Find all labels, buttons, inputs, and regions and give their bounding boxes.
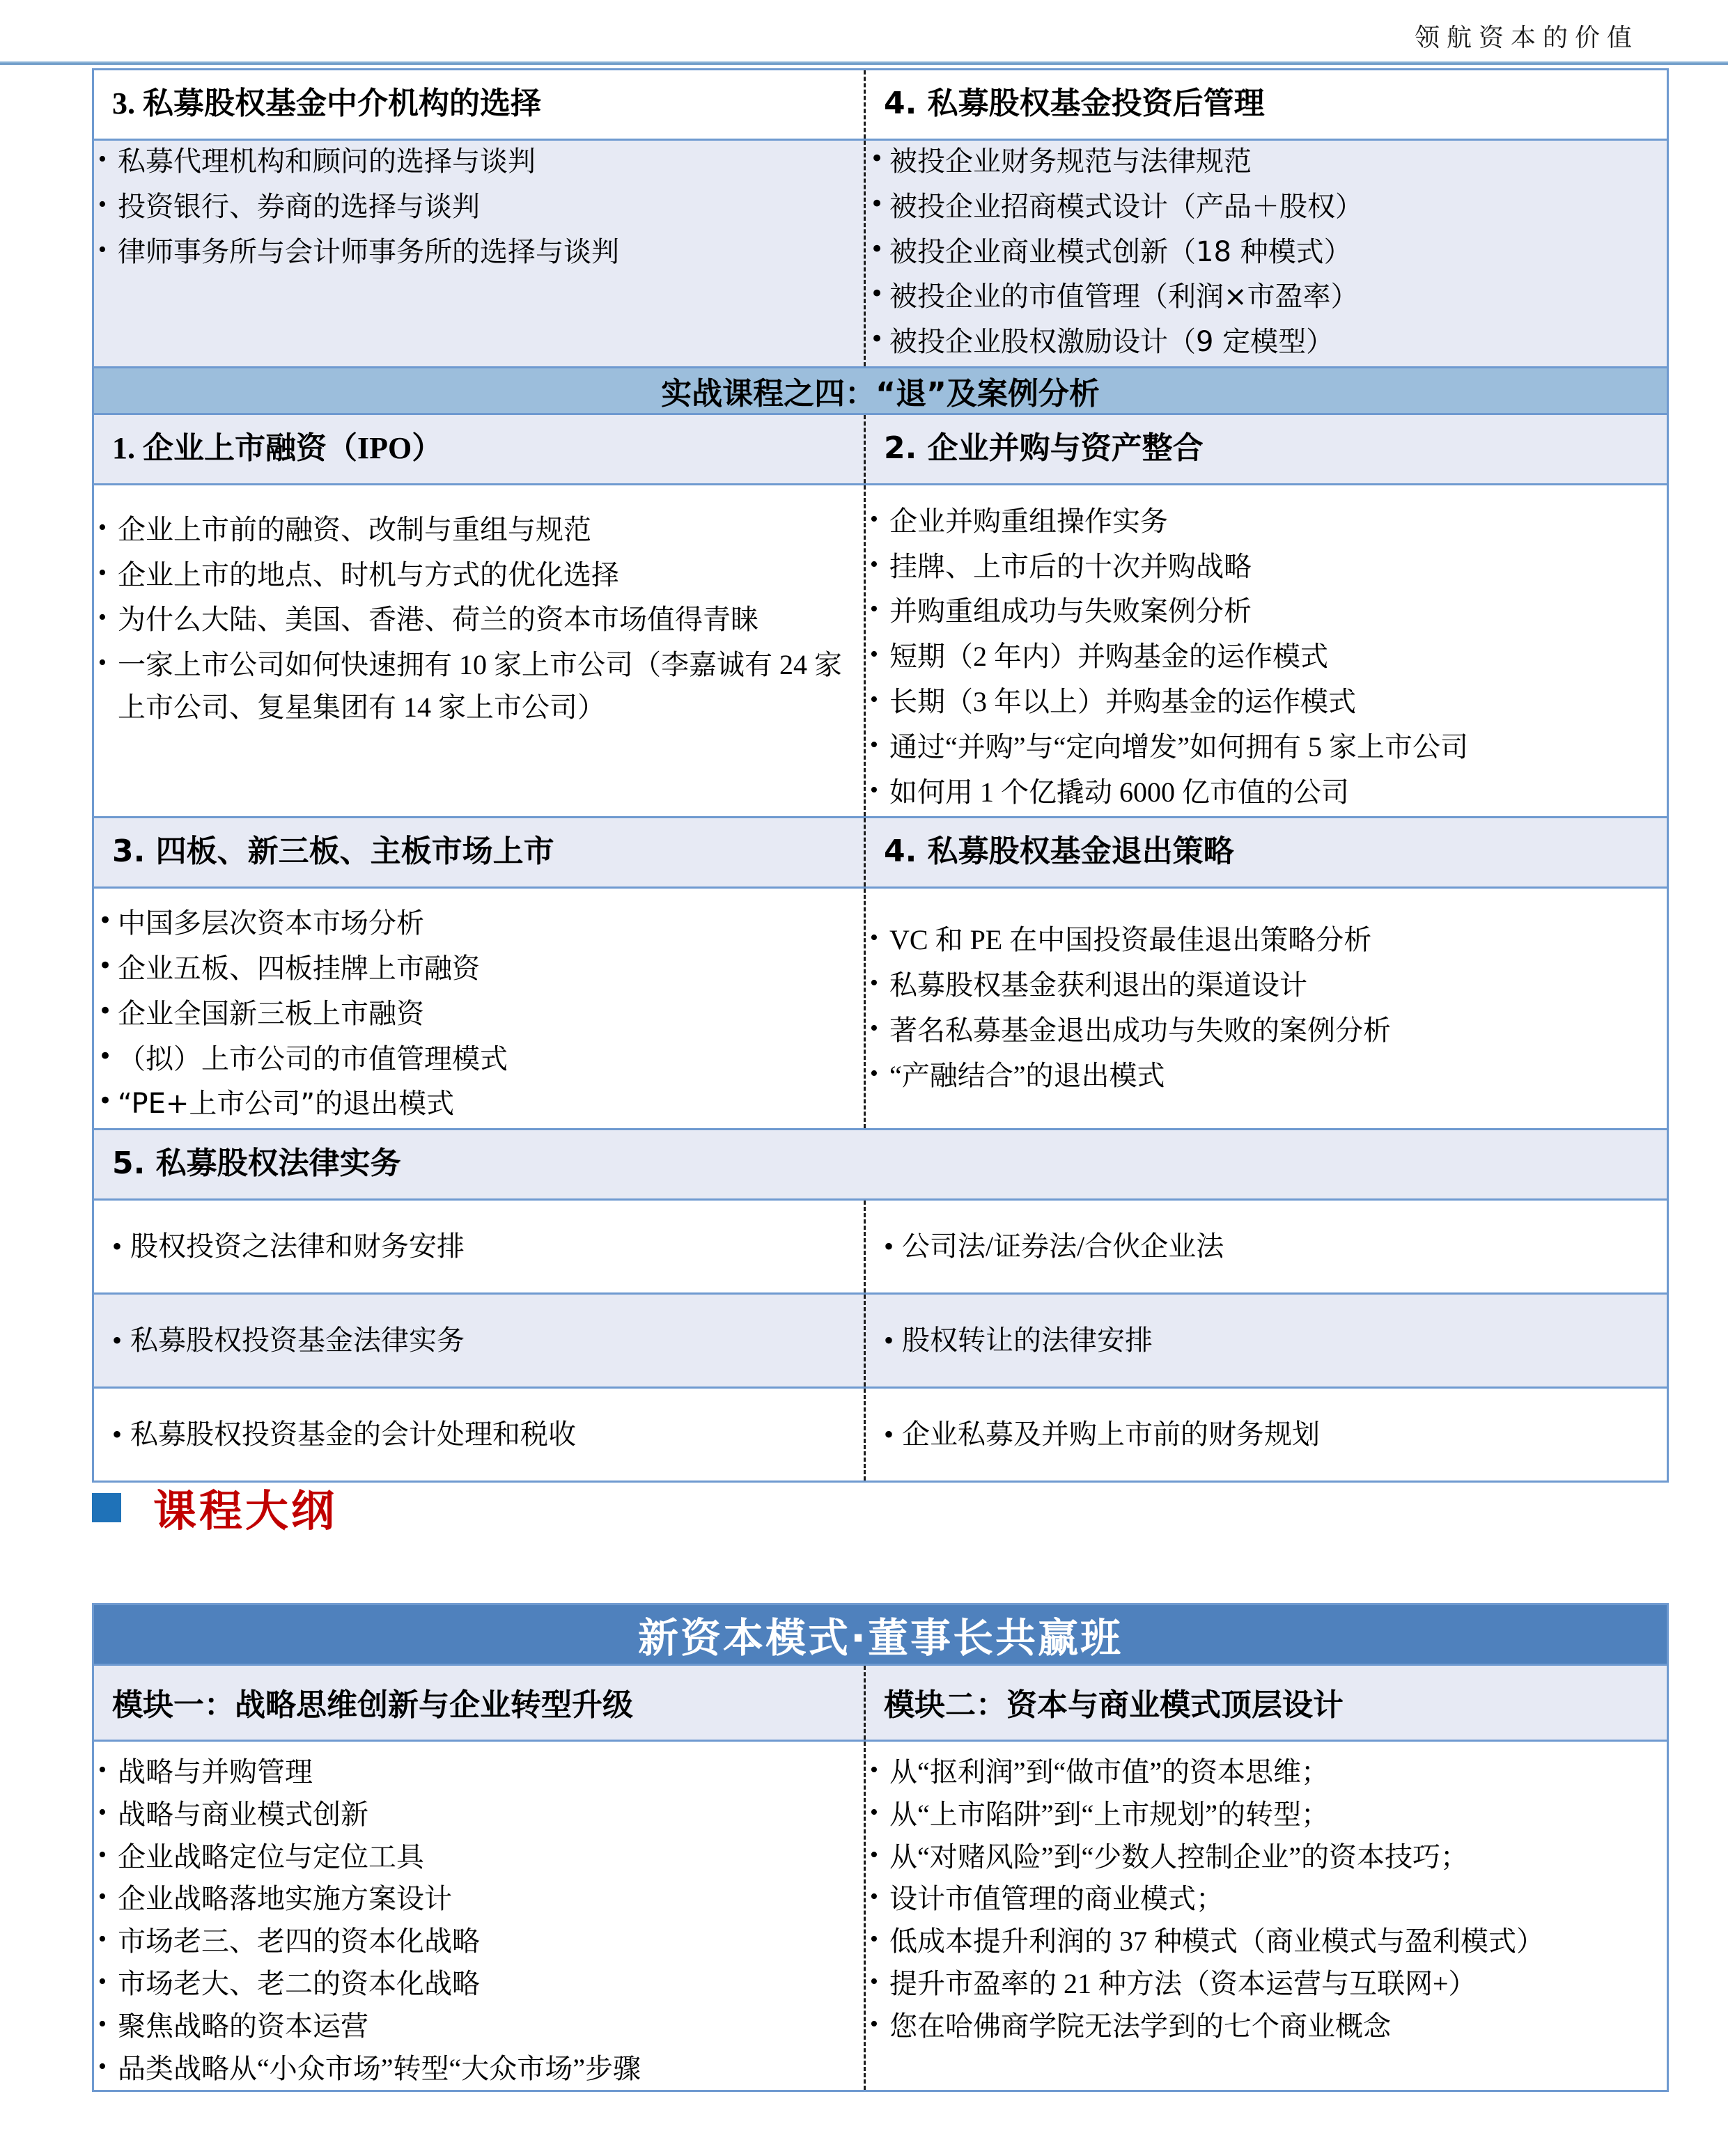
cell-heading-boards	[93, 818, 865, 888]
list-item: • 企业战略落地实施方案设计	[94, 1878, 864, 1921]
bullet-dot-icon: •	[112, 1231, 123, 1263]
program-title-band: 新资本模式·董事长共赢班	[93, 1604, 1668, 1665]
list-item: • 一家上市公司如何快速拥有 10 家上市公司（李嘉诚有 24 家上市公司、复星集团有 14 家上市公司）	[94, 644, 864, 729]
section-heading-outline	[92, 1476, 337, 1538]
cell-bullets-boards	[93, 888, 865, 1130]
list-item: • 被投企业商业模式创新（18 种模式）	[866, 231, 1667, 274]
list-item: • 著名私募基金退出成功与失败的案例分析	[866, 1010, 1667, 1052]
table-row	[93, 139, 1668, 367]
list-item: • 挂牌、上市后的十次并购战略	[866, 546, 1667, 588]
bullet-list	[94, 141, 864, 273]
list-item: • 市场老三、老四的资本化战略	[94, 1921, 864, 1963]
legal-item	[866, 1201, 1667, 1292]
cell-bullets-exit	[865, 888, 1668, 1130]
table-row	[93, 818, 1668, 888]
cell-heading-3	[93, 70, 865, 140]
legal-item	[866, 1295, 1667, 1386]
section-band-four: 实战课程之四：“退”及案例分析	[93, 367, 1668, 414]
legal-item-label: 股权转让的法律安排	[902, 1325, 1153, 1357]
list-item: • 设计市值管理的商业模式；	[866, 1878, 1667, 1921]
list-item: • 并购重组成功与失败案例分析	[866, 591, 1667, 633]
heading-legal-label: 5. 私募股权法律实务	[112, 1146, 401, 1182]
list-item: • 私募股权基金获利退出的渠道设计	[866, 964, 1667, 1007]
cell-heading-module-1	[93, 1665, 865, 1741]
legal-item	[866, 1389, 1667, 1481]
list-item: • 企业战略定位与定位工具	[94, 1836, 864, 1879]
table-row	[93, 484, 1668, 818]
list-item: • 投资银行、券商的选择与谈判	[94, 186, 864, 228]
cell-bullets-3	[93, 139, 865, 367]
curriculum-table-bottom	[92, 1603, 1669, 2092]
cell-legal-right-3	[865, 1388, 1668, 1482]
bullet-dot-icon: •	[112, 1325, 123, 1357]
list-item: • 市场老大、老二的资本化战略	[94, 1963, 864, 2006]
list-item: • VC 和 PE 在中国投资最佳退出策略分析	[866, 919, 1667, 962]
list-item: • 律师事务所与会计师事务所的选择与谈判	[94, 231, 864, 274]
running-title: 领航资本的价值	[1414, 24, 1639, 52]
legal-item	[94, 1295, 864, 1386]
table-row	[93, 1200, 1668, 1294]
table-row	[93, 1388, 1668, 1482]
bullet-dot-icon: •	[112, 1419, 123, 1451]
cell-bullets-ipo	[93, 484, 865, 818]
list-item: • 企业五板、四板挂牌上市融资	[94, 948, 864, 990]
list-item: • “PE+上市公司”的退出模式	[94, 1083, 864, 1125]
list-item: • 提升市盈率的 21 种方法（资本运营与互联网+）	[866, 1963, 1667, 2006]
cell-bullets-module-1	[93, 1741, 865, 2091]
heading-ma-label: 2. 企业并购与资产整合	[884, 430, 1204, 466]
list-item: • 战略与商业模式创新	[94, 1794, 864, 1836]
cell-bullets-module-2	[865, 1741, 1668, 2091]
list-item: • 聚焦战略的资本运营	[94, 2006, 864, 2048]
legal-item-label: 股权投资之法律和财务安排	[130, 1231, 465, 1263]
cell-heading-legal	[93, 1130, 1668, 1200]
list-item: • 从“对赌风险”到“少数人控制企业”的资本技巧；	[866, 1836, 1667, 1879]
bullet-dot-icon: •	[884, 1231, 894, 1263]
list-item: • 被投企业招商模式设计（产品＋股权）	[866, 186, 1667, 228]
square-bullet-icon	[92, 1493, 121, 1522]
list-item: • 从“抠利润”到“做市值”的资本思维；	[866, 1751, 1667, 1794]
bullet-list	[94, 509, 864, 729]
cell-heading-exit	[865, 818, 1668, 888]
list-item: • 被投企业的市值管理（利润×市盈率）	[866, 276, 1667, 318]
cell-heading-4	[865, 70, 1668, 140]
list-item: • 从“上市陷阱”到“上市规划”的转型；	[866, 1794, 1667, 1836]
bullet-list	[866, 501, 1667, 814]
list-item: • 企业全国新三板上市融资	[94, 993, 864, 1036]
section-heading-label: 课程大纲	[153, 1485, 338, 1536]
cell-heading-ipo	[93, 414, 865, 484]
list-item: • 中国多层次资本市场分析	[94, 903, 864, 945]
list-item: • （拟）上市公司的市值管理模式	[94, 1038, 864, 1081]
header-divider-rule	[0, 61, 1728, 65]
bullet-list	[94, 1751, 864, 2090]
list-item: • 品类战略从“小众市场”转型“大众市场”步骤	[94, 2048, 864, 2091]
table-row	[93, 1294, 1668, 1388]
bullet-list	[866, 1751, 1667, 2048]
cell-legal-right-2	[865, 1294, 1668, 1388]
list-item: • 企业上市的地点、时机与方式的优化选择	[94, 554, 864, 597]
table-row	[93, 888, 1668, 1130]
list-item: • 被投企业财务规范与法律规范	[866, 141, 1667, 183]
heading-3-label: 3. 私募股权基金中介机构的选择	[112, 86, 541, 120]
bullet-dot-icon: •	[884, 1325, 894, 1357]
table-row	[93, 367, 1668, 414]
cell-legal-left-3	[93, 1388, 865, 1482]
module-2-label: 模块二：资本与商业模式顶层设计	[884, 1687, 1344, 1723]
list-item: • 企业上市前的融资、改制与重组与规范	[94, 509, 864, 552]
table-row	[93, 1665, 1668, 1741]
curriculum-table-top	[92, 68, 1669, 1483]
cell-bullets-ma	[865, 484, 1668, 818]
list-item: • “产融结合”的退出模式	[866, 1055, 1667, 1097]
cell-legal-left-1	[93, 1200, 865, 1294]
heading-exit-label: 4. 私募股权基金退出策略	[884, 834, 1234, 870]
legal-item-label: 公司法/证券法/合伙企业法	[902, 1231, 1224, 1263]
list-item: • 如何用 1 个亿撬动 6000 亿市值的公司	[866, 772, 1667, 814]
list-item: • 长期（3 年以上）并购基金的运作模式	[866, 681, 1667, 724]
legal-item	[94, 1389, 864, 1481]
legal-item-label: 企业私募及并购上市前的财务规划	[902, 1419, 1321, 1451]
bullet-list	[866, 919, 1667, 1097]
bullet-list	[866, 141, 1667, 364]
list-item: • 您在哈佛商学院无法学到的七个商业概念	[866, 2006, 1667, 2048]
bullet-list	[94, 903, 864, 1125]
heading-4-label: 4. 私募股权基金投资后管理	[884, 86, 1265, 121]
table-row	[93, 414, 1668, 484]
cell-legal-right-1	[865, 1200, 1668, 1294]
legal-item	[94, 1201, 864, 1292]
list-item: • 被投企业股权激励设计（9 定模型）	[866, 321, 1667, 364]
list-item: • 短期（2 年内）并购基金的运作模式	[866, 636, 1667, 678]
cell-heading-module-2	[865, 1665, 1668, 1741]
heading-ipo-label: 1. 企业上市融资（IPO）	[112, 430, 443, 465]
module-1-label: 模块一：战略思维创新与企业转型升级	[112, 1687, 633, 1723]
cell-heading-ma	[865, 414, 1668, 484]
list-item: • 战略与并购管理	[94, 1751, 864, 1794]
table-row	[93, 1130, 1668, 1200]
list-item: • 企业并购重组操作实务	[866, 501, 1667, 543]
legal-item-label: 私募股权投资基金法律实务	[130, 1325, 465, 1357]
legal-item-label: 私募股权投资基金的会计处理和税收	[130, 1419, 577, 1451]
list-item: • 通过“并购”与“定向增发”如何拥有 5 家上市公司	[866, 726, 1667, 769]
cell-legal-left-2	[93, 1294, 865, 1388]
bullet-dot-icon: •	[884, 1419, 894, 1451]
table-row	[93, 1741, 1668, 2091]
list-item: • 低成本提升利润的 37 种模式（商业模式与盈利模式）	[866, 1921, 1667, 1963]
list-item: • 私募代理机构和顾问的选择与谈判	[94, 141, 864, 183]
table-row	[93, 70, 1668, 140]
list-item: • 为什么大陆、美国、香港、荷兰的资本市场值得青睐	[94, 599, 864, 641]
table-row	[93, 1604, 1668, 1665]
page-running-header	[0, 0, 1728, 64]
cell-bullets-4	[865, 139, 1668, 367]
heading-boards-label: 3. 四板、新三板、主板市场上市	[112, 834, 554, 870]
